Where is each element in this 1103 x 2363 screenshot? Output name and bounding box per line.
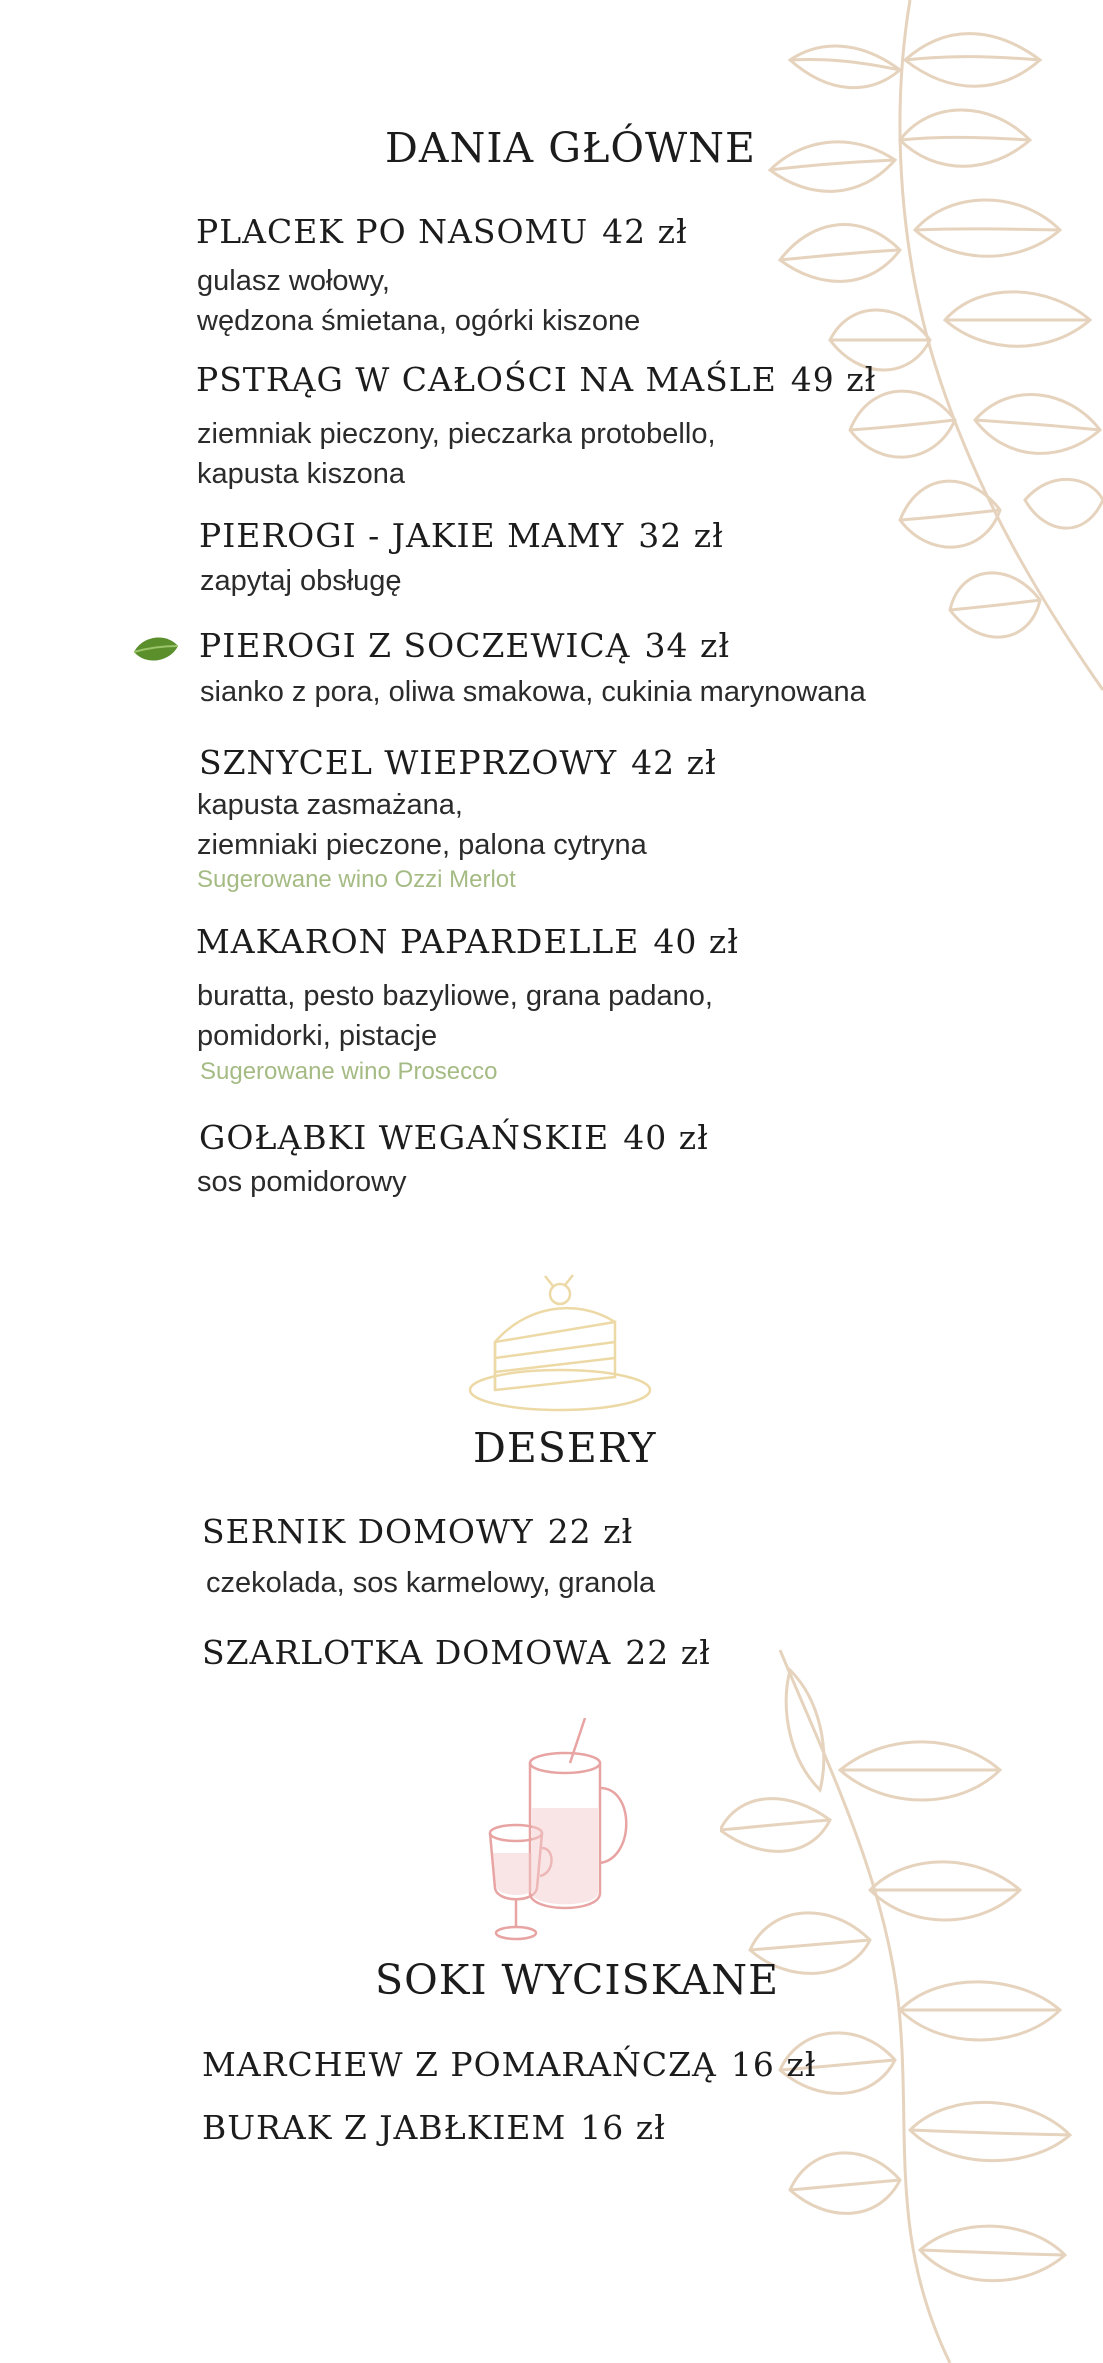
dish-price: 42 zł (602, 212, 688, 251)
dish-price: 16 zł (730, 2045, 817, 2084)
dish-description: wędzona śmietana, ogórki kiszone (197, 305, 641, 337)
dish-price: 16 zł (580, 2108, 666, 2147)
wine-suggestion: Sugerowane wino Prosecco (200, 1058, 498, 1085)
dish-description: ziemniaki pieczone, palona cytryna (197, 829, 647, 861)
dish-price: 42 zł (631, 743, 717, 782)
dish-price: 32 zł (638, 516, 724, 555)
dish-name: GOŁĄBKI WEGAŃSKIE (199, 1118, 610, 1157)
dish-price: 49 zł (790, 360, 877, 399)
dish-title (202, 2045, 816, 2084)
dish-name: SERNIK DOMOWY (202, 1512, 534, 1551)
dish-price: 40 zł (623, 1118, 709, 1157)
cake-slice-icon (465, 1272, 655, 1417)
section-heading-main: DANIA GŁÓWNE (385, 124, 756, 172)
dish-title (199, 626, 730, 665)
dish-title (202, 1633, 711, 1672)
dish-name: MARCHEW Z POMARAŃCZĄ (202, 2045, 717, 2084)
dish-description: buratta, pesto bazyliowe, grana padano, (197, 980, 713, 1012)
dish-price: 34 zł (644, 626, 731, 665)
dish-price: 40 zł (653, 922, 739, 961)
juice-jug-icon (485, 1718, 645, 1958)
dish-description: czekolada, sos karmelowy, granola (206, 1567, 656, 1599)
wine-suggestion: Sugerowane wino Ozzi Merlot (197, 866, 516, 893)
dish-description: zapytaj obsługę (200, 565, 402, 597)
dish-title (199, 1118, 709, 1157)
dish-description: gulasz wołowy, (197, 265, 390, 297)
dish-name: PIEROGI Z SOCZEWICĄ (199, 626, 631, 665)
dish-name: PLACEK PO NASOMU (196, 212, 589, 251)
dish-description: ziemniak pieczony, pieczarka protobello, (197, 418, 716, 450)
dish-price: 22 zł (625, 1633, 711, 1672)
dish-description: sos pomidorowy (197, 1166, 407, 1198)
dish-title (202, 1512, 633, 1551)
dish-name: SZNYCEL WIEPRZOWY (199, 743, 618, 782)
leaf-branch-top-decoration (740, 0, 1103, 700)
dish-title (196, 360, 876, 399)
dish-title (196, 212, 688, 251)
dish-title (202, 2108, 666, 2147)
dish-name: MAKARON PAPARDELLE (196, 922, 640, 961)
dish-title (199, 743, 717, 782)
dish-name: PIEROGI - JAKIE MAMY (199, 516, 625, 555)
section-heading-juices: SOKI WYCISKANE (375, 1956, 780, 2004)
dish-name: PSTRĄG W CAŁOŚCI NA MAŚLE (196, 360, 777, 399)
dish-price: 22 zł (547, 1512, 634, 1551)
dish-name: BURAK Z JABŁKIEM (202, 2108, 567, 2147)
dish-description: pomidorki, pistacje (197, 1020, 438, 1052)
dish-description: kapusta zasmażana, (197, 789, 463, 821)
dish-description: kapusta kiszona (197, 458, 405, 490)
section-heading-desserts: DESERY (473, 1424, 657, 1472)
dish-description: sianko z pora, oliwa smakowa, cukinia marynowana (200, 676, 866, 708)
dish-title (196, 922, 739, 961)
vegan-leaf-icon (132, 632, 180, 666)
dish-title (199, 516, 724, 555)
dish-name: SZARLOTKA DOMOWA (202, 1633, 612, 1672)
